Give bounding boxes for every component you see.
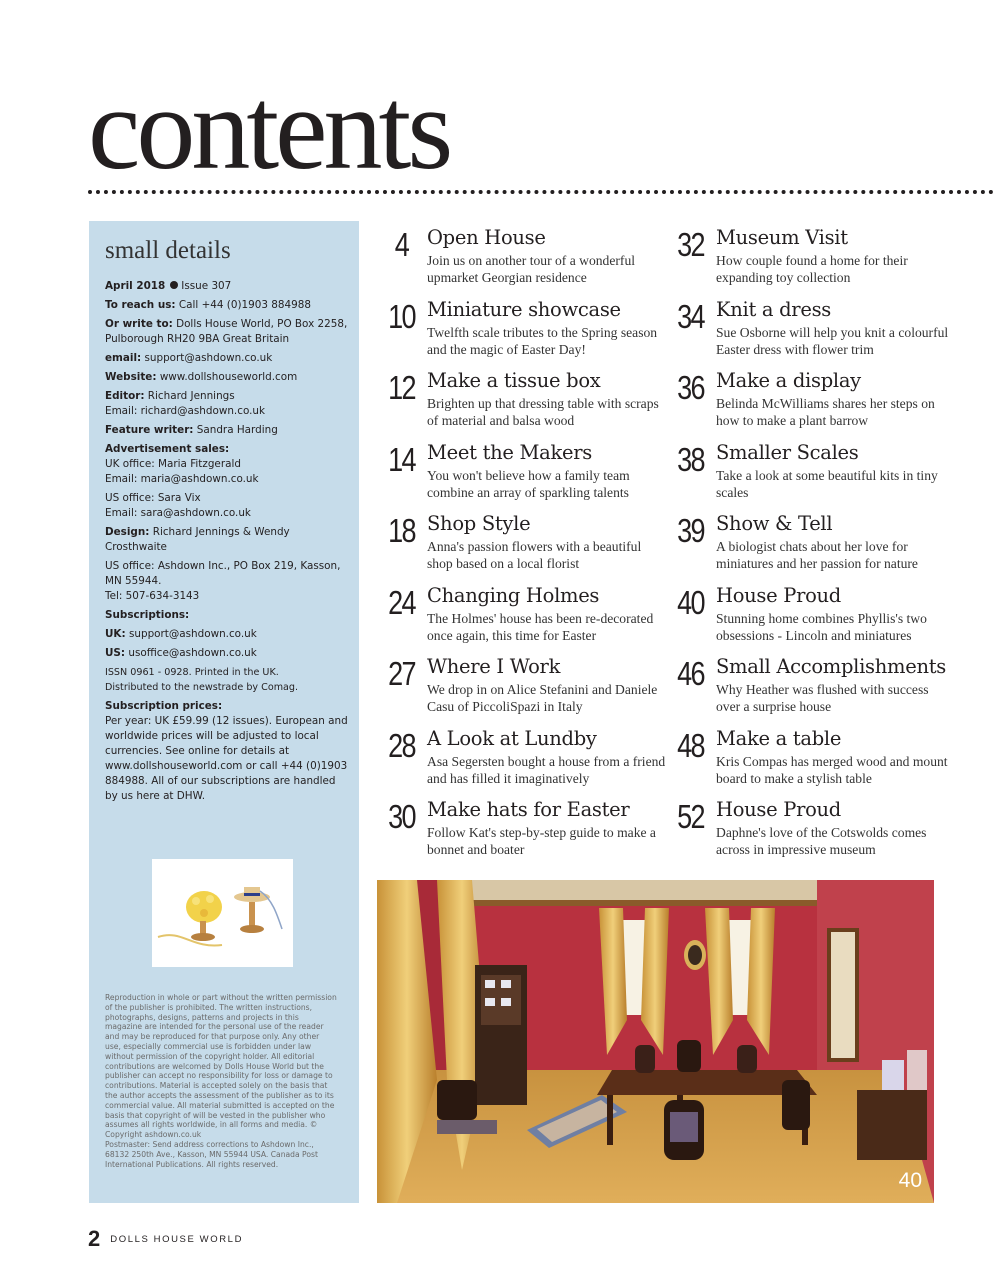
toc-page-number: 46: [677, 655, 704, 692]
toc-page-number: 40: [677, 583, 704, 621]
feature-label: Feature writer:: [105, 424, 194, 436]
easter-hats-thumbnail: [152, 859, 293, 967]
toc-page-number: 4: [394, 226, 409, 263]
toc-page-number: 36: [677, 369, 704, 406]
toc-title[interactable]: Small Accomplishments: [716, 655, 946, 678]
toc-page-number: 28: [388, 726, 415, 764]
reach-value: Call +44 (0)1903 884988: [178, 299, 311, 311]
toc-page-number: 12: [388, 369, 415, 406]
subs-label: Subscriptions:: [105, 609, 190, 621]
toc-title[interactable]: Make a display: [716, 369, 861, 392]
toc-description: The Holmes' house has been re-decorated once again, this time for Easter: [427, 610, 654, 643]
toc-page-number: 39: [677, 512, 704, 549]
toc-page-number: 27: [388, 655, 415, 692]
toc-entry[interactable]: [668, 725, 968, 789]
toc-page-number: 18: [388, 512, 415, 549]
toc-title[interactable]: House Proud: [716, 583, 841, 607]
toc-title[interactable]: Make hats for Easter: [427, 798, 630, 821]
page-footer: [88, 1226, 243, 1252]
toc-title[interactable]: Make a tissue box: [427, 369, 601, 392]
toc-entry[interactable]: [668, 582, 968, 646]
toc-description: A biologist chats about her love for miniatures and her passion for nature: [716, 539, 918, 571]
email-value[interactable]: support@ashdown.co.uk: [144, 352, 273, 364]
toc-page-number: 30: [388, 798, 415, 835]
toc-page-number: 10: [388, 297, 415, 335]
toc-entry[interactable]: [668, 796, 968, 860]
toc-description: Why Heather was flushed with success over a surprise house: [716, 682, 929, 714]
toc-title[interactable]: A Look at Lundby: [427, 726, 597, 750]
folio-number: 2: [88, 1226, 101, 1251]
toc-description: Kris Compas has merged wood and mount board to make a stylish table: [716, 753, 948, 786]
toc-entry[interactable]: [379, 367, 679, 431]
page-title: contents: [88, 63, 450, 194]
editor-email: Email: richard@ashdown.co.uk: [105, 405, 266, 417]
toc-entry[interactable]: [668, 296, 968, 360]
legal-text: Reproduction in whole or part without the written permission of the publisher is prohibited. The written instructions, photographs, designs, patterns and projects in this magazine are intended for the personal use of the reader and may be reproduced for that purpose only. Any other use, especially commercial use is forbidden under law without permission of the copyright holder. All editorial contributions are welcomed by Dolls House World but the publisher can accept no responsibility for loss or damage to contributions. Material is accepted solely on the basis that the author accepts the assessment of the publisher as to its commercial value. All material submitted is accepted on the basis that copyright of will be vested in the publisher who assumes all rights worldwide, in all forms and media. © Copyright ashdown.co.uk: [105, 993, 337, 1140]
prices-value: Per year: UK £59.99 (12 issues). European and worldwide prices will be adjusted to local currencies. See online for details at www.dollshouseworld.com or call +44 (0)1903 884988. All of our subscriptions are handled by us here at DHW.: [105, 715, 348, 802]
toc-entry[interactable]: [668, 439, 968, 503]
toc-entry[interactable]: [379, 439, 679, 503]
details-block: [105, 279, 349, 808]
toc-entry[interactable]: [379, 796, 679, 860]
bullet-dot-icon: [170, 281, 178, 289]
toc-title[interactable]: Meet the Makers: [427, 440, 592, 464]
toc-page-number: 48: [677, 726, 704, 764]
website-label: Website:: [105, 371, 157, 383]
subs-uk-value[interactable]: support@ashdown.co.uk: [128, 628, 257, 640]
toc-title[interactable]: Shop Style: [427, 512, 531, 535]
uk-email: Email: maria@ashdown.co.uk: [105, 473, 259, 485]
subs-us-label: US:: [105, 647, 126, 659]
toc-description: Stunning home combines Phyllis's two obsessions - Lincoln and miniatures: [716, 610, 927, 643]
toc-page-number: 38: [677, 440, 704, 478]
toc-page-number: 24: [388, 583, 415, 621]
us-email: Email: sara@ashdown.co.uk: [105, 507, 251, 519]
toc-page-number: 14: [388, 440, 415, 478]
toc-description: Anna's passion flowers with a beautiful shop based on a local florist: [427, 539, 642, 571]
toc-description: You won't believe how a family team combine an array of sparkling talents: [427, 467, 630, 500]
reach-label: To reach us:: [105, 299, 176, 311]
toc-title[interactable]: Miniature showcase: [427, 297, 621, 321]
toc-page-number: 34: [677, 297, 704, 335]
design-label: Design:: [105, 526, 150, 538]
toc-title[interactable]: Changing Holmes: [427, 583, 600, 607]
design-value: Richard Jennings & Wendy Crosthwaite: [105, 526, 290, 553]
toc-description: Join us on another tour of a wonderful upmarket Georgian residence: [427, 253, 636, 285]
write-label: Or write to:: [105, 318, 173, 330]
feature-value: Sandra Harding: [196, 424, 278, 436]
dining-room-photo: [377, 880, 934, 1203]
toc-description: Asa Segersten bought a house from a friend and has filled it imaginatively: [427, 753, 666, 786]
toc-title[interactable]: House Proud: [716, 798, 841, 821]
issn: ISSN 0961 - 0928. Printed in the UK.: [105, 667, 279, 678]
issue-number: Issue 307: [181, 280, 232, 292]
toc-page-number: 52: [677, 798, 704, 835]
toc-entry[interactable]: [668, 224, 968, 288]
toc-title[interactable]: Make a table: [716, 726, 842, 750]
postmaster-text: Postmaster: Send address corrections to Ashdown Inc., 68132 250th Ave., Kasson, MN 55944 USA. Canada Post International Publications. All rights reserved.: [105, 1139, 318, 1169]
toc-description: Follow Kat's step-by-step guide to make a bonnet and boater: [427, 825, 656, 857]
toc-entry[interactable]: [379, 653, 679, 717]
toc-description: Brighten up that dressing table with scraps of material and balsa wood: [427, 396, 659, 428]
ads-label: Advertisement sales:: [105, 443, 230, 455]
toc-title[interactable]: Where I Work: [427, 655, 561, 678]
dining-room-illustration: [377, 880, 934, 1203]
hats-illustration: [152, 859, 293, 967]
distributed: Distributed to the newstrade by Comag.: [105, 682, 299, 693]
toc-title[interactable]: Show & Tell: [716, 512, 833, 535]
toc-title[interactable]: Knit a dress: [716, 297, 831, 321]
toc-entry[interactable]: [379, 296, 679, 360]
toc-entry[interactable]: [668, 653, 968, 717]
legal-notice: [105, 993, 337, 1169]
toc-description: How couple found a home for their expanding toy collection: [716, 253, 908, 285]
sidebar-title: small details: [105, 237, 231, 264]
website-value[interactable]: www.dollshouseworld.com: [159, 371, 298, 383]
toc-entry[interactable]: [668, 367, 968, 431]
email-label: email:: [105, 352, 142, 364]
toc-description: Take a look at some beautiful kits in tiny scales: [716, 467, 938, 500]
toc-description: Sue Osborne will help you knit a colourful Easter dress with flower trim: [716, 324, 949, 357]
toc-entry[interactable]: [379, 582, 679, 646]
write-value: Dolls House World, PO Box 2258, Pulborough RH20 9BA Great Britain: [105, 318, 348, 345]
toc-entry[interactable]: [379, 725, 679, 789]
toc-entry[interactable]: [379, 224, 679, 288]
dotted-divider: [88, 190, 994, 194]
us-tel: Tel: 507-634-3143: [105, 590, 200, 602]
us-office-address: US office: Ashdown Inc., PO Box 219, Kasson, MN 55944.: [105, 560, 341, 587]
toc-description: Belinda McWilliams shares her steps on how to make a plant barrow: [716, 396, 935, 428]
toc-entry[interactable]: [379, 510, 679, 574]
toc-title[interactable]: Museum Visit: [716, 226, 848, 249]
subs-us-value[interactable]: usoffice@ashdown.co.uk: [128, 647, 257, 659]
photo-page-number: 40: [898, 1169, 922, 1192]
toc-description: Daphne's love of the Cotswolds comes across in impressive museum: [716, 825, 927, 857]
issue-date: April 2018: [105, 280, 166, 292]
editor-label: Editor:: [105, 390, 145, 402]
toc-description: We drop in on Alice Stefanini and Daniele Casu of PiccoliSpazi in Italy: [427, 682, 658, 714]
uk-office: UK office: Maria Fitzgerald: [105, 458, 241, 470]
prices-label: Subscription prices:: [105, 700, 223, 712]
toc-title[interactable]: Open House: [427, 226, 546, 249]
toc-entry[interactable]: [668, 510, 968, 574]
toc-title[interactable]: Smaller Scales: [716, 440, 859, 464]
toc-page-number: 32: [677, 226, 704, 263]
subs-uk-label: UK:: [105, 628, 126, 640]
magazine-name: DOLLS HOUSE WORLD: [110, 1233, 244, 1245]
small-details-sidebar: [89, 221, 359, 1203]
editor-value: Richard Jennings: [147, 390, 235, 402]
us-office: US office: Sara Vix: [105, 492, 201, 504]
toc-description: Twelfth scale tributes to the Spring season and the magic of Easter Day!: [427, 324, 658, 357]
